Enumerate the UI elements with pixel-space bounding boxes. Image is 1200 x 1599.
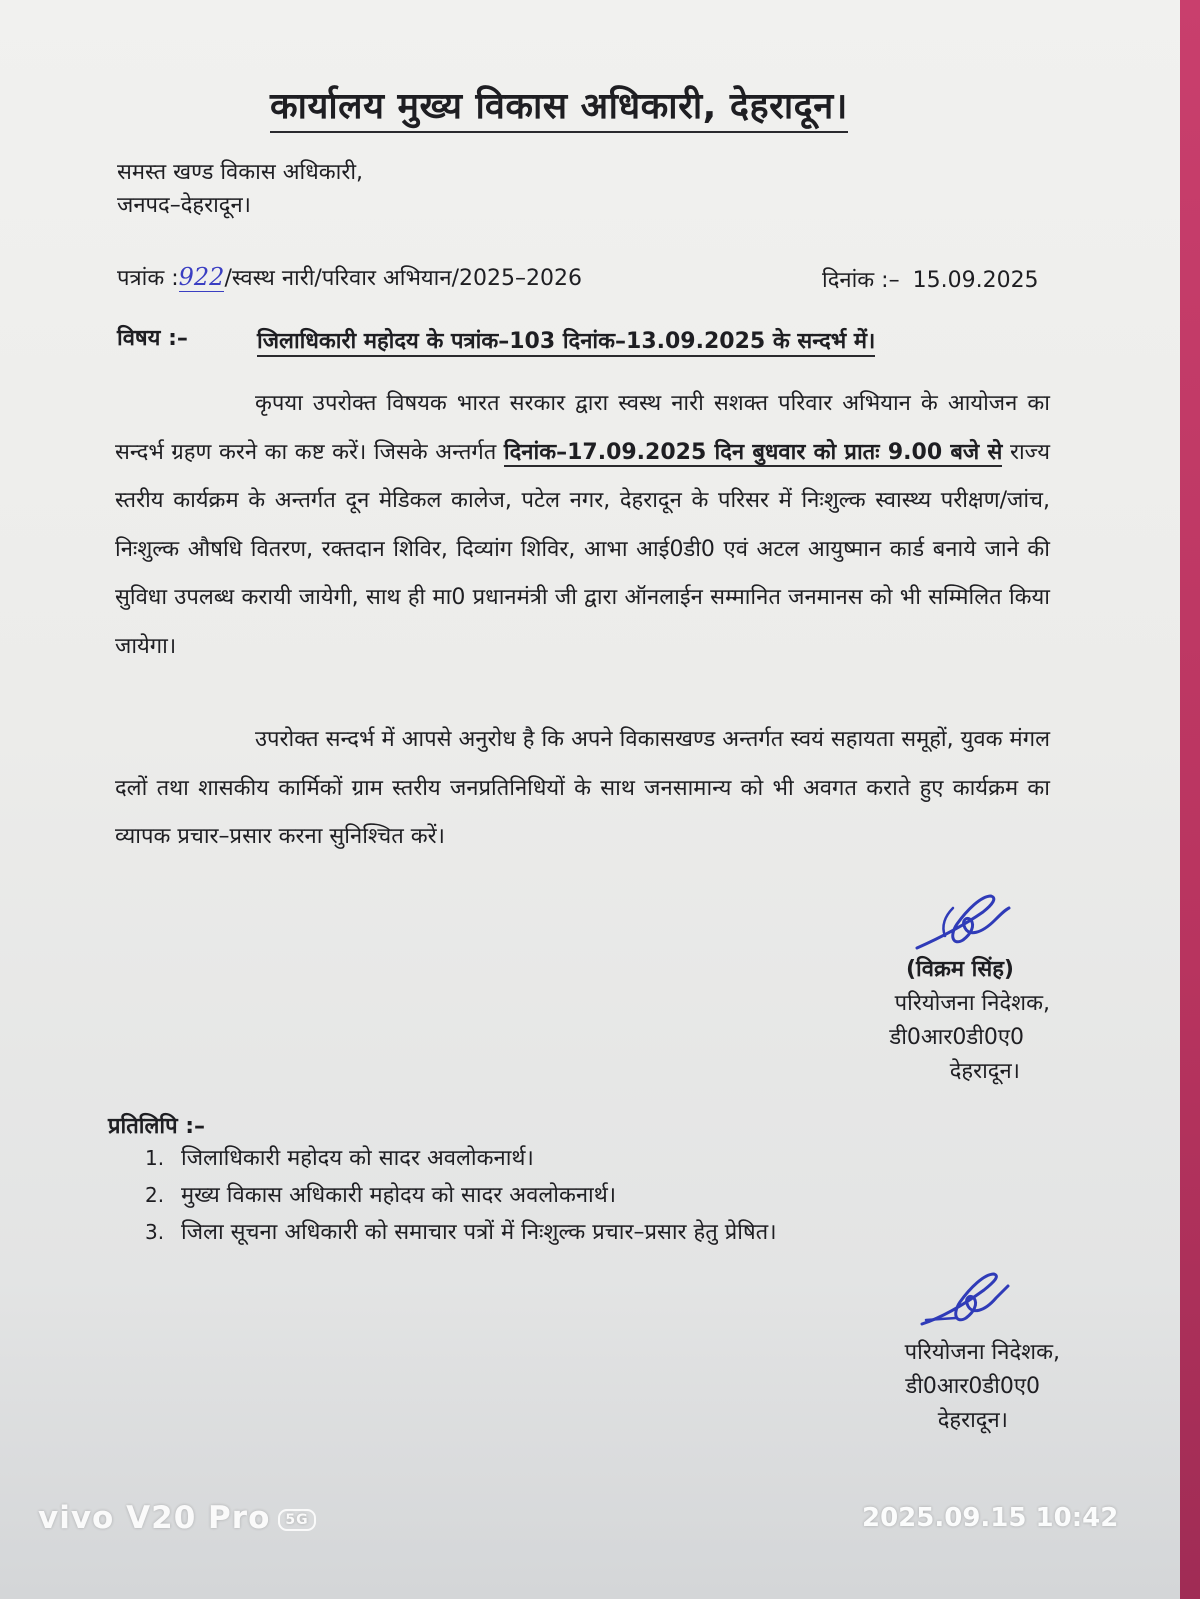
signature-1-image (905, 890, 1015, 955)
subject-label: विषय :– (117, 326, 188, 351)
body-paragraph-1 (115, 380, 1050, 671)
reference-number-handwritten: 922 (178, 263, 225, 291)
signature-2-image (912, 1268, 1012, 1333)
copy-to-item: 2. मुख्य विकास अधिकारी महोदय को सादर अवलोकनार्थ। (145, 1183, 617, 1208)
signatory-2-org: डी0आर0डी0ए0 (905, 1374, 1040, 1399)
signatory-org: डी0आर0डी0ए0 (889, 1025, 1024, 1050)
signature-2-block (905, 1336, 1060, 1438)
office-title: कार्यालय मुख्य विकास अधिकारी, देहरादून। (270, 80, 848, 133)
body-paragraph-2 (115, 716, 1050, 862)
background-edge (1178, 0, 1200, 1599)
reference-line (117, 262, 582, 292)
addressee-line-2: जनपद–देहरादून। (117, 193, 252, 218)
copy-to-item: 1. जिलाधिकारी महोदय को सादर अवलोकनार्थ। (145, 1146, 534, 1171)
signatory-name: (विक्रम सिंह) (905, 957, 1014, 982)
copy-to-label: प्रतिलिपि :– (108, 1114, 206, 1139)
camera-device-watermark (38, 1500, 316, 1536)
para1-event-date: दिनांक–17.09.2025 दिन बुधवार को प्रातः 9.00 बजे से (503, 439, 1003, 465)
copy-to-list (145, 1140, 777, 1251)
para1-text-a: कृपया उपरोक्त विषयक भारत सरकार द्वारा स्वस्थ नारी सशक्त परिवार अभियान के आयोजन का सन्दर्भ ग्रहण करने का कष्ट करें। जिसके अन्तर्गत (115, 391, 1050, 465)
addressee-line-1: समस्त खण्ड विकास अधिकारी, (117, 160, 364, 185)
subject-text (257, 325, 875, 355)
signatory-place: देहरादून। (949, 1059, 1020, 1084)
signature-1-block (889, 953, 1050, 1089)
5g-badge: 5G (278, 1509, 315, 1531)
reference-suffix: /स्वस्थ नारी/परिवार अभियान/2025–2026 (224, 266, 582, 291)
reference-label: पत्रांक : (117, 266, 179, 291)
device-name: vivo V20 Pro (38, 1500, 271, 1536)
signatory-designation: परियोजना निदेशक, (894, 991, 1050, 1016)
date-value: 15.09.2025 (912, 268, 1039, 293)
camera-timestamp-watermark: 2025.09.15 10:42 (862, 1503, 1119, 1533)
signatory-2-designation: परियोजना निदेशक, (904, 1340, 1060, 1365)
letter-date (822, 264, 1039, 294)
signatory-2-place: देहरादून। (937, 1408, 1008, 1433)
para1-text-b: राज्य स्तरीय कार्यक्रम के अन्तर्गत दून मेडिकल कालेज, पटेल नगर, देहरादून के परिसर में निःशुल्क स्वास्थ्य परीक्षण/जांच, निःशुल्क औषधि वितरण, रक्तदान शिविर, दिव्यांग शिविर, आभा आई0डी0 एवं अटल आयुष्मान कार्ड बनाये जाने की सुविधा उपलब्ध करायी जायेगी, साथ ही मा0 प्रधानमंत्री जी द्वारा ऑनलाईन सम्मानित जनमानस को भी सम्मिलित किया जायेगा। (115, 439, 1050, 659)
subject-text-underlined: जिलाधिकारी महोदय के पत्रांक–103 दिनांक–13.09.2025 के सन्दर्भ में। (257, 329, 875, 357)
date-label: दिनांक :– (822, 268, 900, 293)
copy-to-item: 3. जिला सूचना अधिकारी को समाचार पत्रों में निःशुल्क प्रचार–प्रसार हेतु प्रेषित। (145, 1220, 777, 1245)
para2-text: उपरोक्त सन्दर्भ में आपसे अनुरोध है कि अपने विकासखण्ड अन्तर्गत स्वयं सहायता समूहों, युवक मंगल दलों तथा शासकीय कार्मिकों ग्राम स्तरीय जनप्रतिनिधियों के साथ जनसामान्य को भी अवगत कराते हुए कार्यक्रम का व्यापक प्रचार–प्रसार करना सुनिश्चित करें। (115, 727, 1050, 849)
